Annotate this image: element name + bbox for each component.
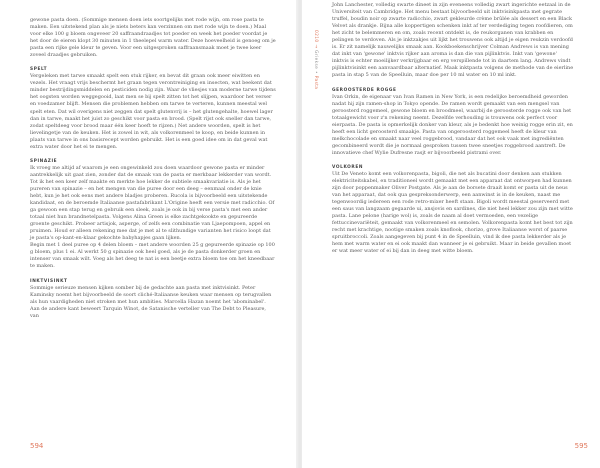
left-page	[0, 0, 298, 468]
paragraph-spinazie-2: Begin met 1 deel puree op 4 delen bloem – met andere woorden 25 g gepureerde spinazie op 100 g bloem, plus 1 ei. Al werkt 50 g spinazie ook heel goed, als je de pasta donkerder groen en intenser van smaak wilt. Voeg als het deeg te nat is een beetje extra bloem toe om het kneedbaar te maken.	[30, 242, 275, 270]
running-header	[308, 30, 318, 170]
section-heading-inktvisinkt: INKTVISINKT	[30, 278, 68, 284]
paragraph-inktvisinkt: Sommige serieuze mensen kijken somber bij de gedachte aan pasta met inktvisinkt. Peter Kaminsky noemt het bijvoorbeeld de soort cliché-Italiaanse keuken waar mensen op terugvallen als hun vaardigheden niet stroken met hun ambities. Marcella Hazan noemt het 'abominabel'. Aan de andere kant beweert Tarquin Winot, de Satanische verteller van The Debt to Pleasure, van	[30, 284, 272, 319]
section-heading-geroosterde-rogge: GEROOSTERDE ROGGE	[332, 87, 397, 93]
left-text-column	[30, 17, 276, 320]
runner-extra: Pasta	[313, 75, 318, 90]
runner-separator: •	[313, 71, 318, 74]
paragraph-spelt: Vergeleken met tarwe smaakt spelt een stuk rijker, en bevat dit graan ook meer eiwitten en vezels. Het vraagt vrijs beschermt het graan tegen verontreiniging en insecten, wat beekent dat minder bestrijdingsmiddelen en pesticiden nodig zijn. Waar de vliesjes van moderne tarwe tijdens het oogsten worden weggegooid, laat men se bij spelt zitten tot het slijpen, waardoor het verser en voedzamer blijft. Mensen die problemen hebben om tarwe te verteren, kunnen meestal wel spelt eten. Dat wil overigens niet zeggen dat spelt glutenvrij is – het glutengehalte, hoewel lager dan in tarwe, maakt het juist zo geschikt voor pasta en brood. (Spelt rijst ook sneller dan tarwe, zodat speltdeeg voor brood maar één keer hoeft te rijzen.) Net andere woorden, spelt is het lievelingetje van de keuken. Het is zowel in wit, als volkorenmeel te koop, en beide kunnen in plaats van tarwe in ons basisrecept worden gebruikt. Het is een goed idee om in dat geval wat extra water door het ei te mengen.	[30, 73, 276, 150]
paragraph: gewone pasta doen. (Sommige mensen doen iets soortgelijks met rode wijn, om rose pasta te maken. Een uitstekend plan als je niets beters kan verzinnen om met rode wijn te doen.) Maal voor elke 100 g bloem ongeveer 20 saffraandraadjes tot poeder en week het poeder voordat je het door de eieren klopt 30 minuten in 1 theelepel warm water. Deze hoeveelheid is genoeg om je pasta een rijke gele kleur te geven. Voor een uitgesproken saffraansmaak moet je twee keer zoveel draadjes gebruiken.	[30, 17, 276, 59]
runner-code: 0210	[313, 30, 318, 43]
runner-section: Griekse	[313, 50, 318, 70]
runner-arrow: →	[313, 44, 318, 49]
page-number-left: 594	[30, 442, 44, 450]
page-number-right: 595	[574, 442, 588, 450]
paragraph-volkoren: Uit De Veneto komt een volkorenpasta, bigoli, die net als bucatini door denken aan stukken elektriciteitskabel, en traditioneel wordt gemaakt met een apparaat dat ontworpen had kunnen zijn door poppenmaker Oliver Postgate. Als je aan de borsete draait komt er pasta uit de neus van het apparaat, dat ook qua gespreksonderwerp, een aanwinst is in de keuken, naast me tegenwoordig iedereen een rode retro-mixer heeft staan. Bigoli wordt meestal geserveerd met een saus van langzaam gegaarde ui, ansjovis en sardines, die niet heel lekker zou zijn met witte pasta. Lane pelone (harige wol) is, zoals de naam al doet vermoeden, een vezelige fettuccinevariëteit, gemaakt van volkorenmeel en semolen. Volkorenpasta komt het best tot zijn recht met krachtige, nootige smaken zoals knoflook, chorizo, grove Italiaanse worst of paarse spruitbroccoli. Zoals aangegeven bij punt 4 in de Speelluin, vind ik dee pasta lekkerder als je hem met warm water en ei ook maakt dan wanneer je ei gebruikt. Maar in beide gevallen moet er wat meer water of ei bij dan in deeg met witte bloem.	[332, 170, 573, 255]
section-heading-spelt: SPELT	[30, 67, 48, 73]
paragraph-geroosterde-rogge: Ivan Orkin, de eigenaar van Ivan Ramen in New York, is een redelijke beroemdheid geworden nadat hij zijn ramen-shop in Tokyo opende. De ramen wordt gemaakt van een mengsel van geroosterd roggemeel, gewone bloem en broodmeel, waarbij de geroosterde rogge ook van het totaalgewicht voor z'n rekening neemt. Dezelfde verhouding is trouwens ook perfect voor eierpasta. De pasta is opmerkelijk donker van kleur, als je bedenkt hoe weinig rogge erin zit, en heeft een licht geroosterd smaakje. Pasta van ongeroosterd roggemeel heeft de kleur van melkchocolade en smaakt naar veel roggebrood, vandaar dat het ook vaak met ingrediënten gecombineerd wordt die je normaal gesproken tussen twee sneetjes roggebrood aantreft. De innovatieve chef Wylie Dufresne rasjt er bijvoorbeeld pistrami over.	[332, 93, 573, 156]
right-text-column	[332, 2, 574, 256]
paragraph-spinazie-1: Ik vroeg me altijd af waarom je een ongewinkeld zou doen waardoor gewone pasta er minder aantrekkelijk uit gaat zien, zonder dat de smaak van de pasta er merkbaar lekkerder van wordt. Tot ik het een keer zelf maakte en merkte hoe lekker de subtiele smaakvariatie is. Als je het pureren van spinazie – en het mengen van die puree door een deeg – eenmaal onder de knie hebt, kun je het ook eens met andere bladjes proberen. Rucola is bijvoorbeeld een uitstekende kandidaat, en de beroemde Italiaanse pastafabrikant L'Origine heeft een versie met radicchio. Of ga gewoon een stap terug en gebruik een sleek, zoals je ook in bij verse pasta's met een ander totaal niet hun brandnetelpasta. Volgens Alina Green is elke zachtgekookte en gepureerde groente geschikt. Probeer artisjok, asperge, of zelfs een combinatie van Ljaepompoen, appel en pruimen. Houd er alleen rekening mee dat je met al te slithundige varianten het risico loopt dat je pasta's op-kant-en-klaar gekochte babyhapjes gaan lijken.	[30, 164, 275, 242]
right-page	[302, 0, 600, 468]
section-heading-volkoren: VOLKOREN	[332, 164, 364, 170]
section-heading-spinazie: SPINAZIE	[30, 158, 58, 164]
paragraph: John Lanchester, volledig swarte dineet in zijn eveneens volledig zwart ingerichte eetzaal in de Universiteit van Cambridge. Het menu bestaat bijvoorbeeld uit inktvisinkpasta met gegrate truffel, boudin noir op zwarte radicchio, zwart gekleurde crème brûlée als dessert en een Black Velvet als drankje. Bijna alle koppertigen schenken inkt af ter verdediging tegen roofdieren, om het zicht te belemmeren en om, zoals recent ontdekt is, de reukorganen van krabben en pelingen te verdoven. Als je inktzakjes uit lijkt het trouwens ook altijd je eigen reukzin verdoofd is. Er zit namelijk nauwelijks smaak aan. Kookboekenschrijver Colman Andrews is van mening dat inkt van 'gewone' inktvis rijker aan aroma is dan die van pijlinktvis. Inkt van 'gewone' inktvis is echter moeilijker verkrijgbaar en erg verspillende tot in daartem lang. Andrews vindt pijlinktvisinkt een aanvaardbaar alternatief. Maak inktpasta volgens de methode van de eierline pasta in stap 5 van de Speelluin, maar doe per 10 ml water en 10 ml inkt.	[332, 2, 574, 79]
